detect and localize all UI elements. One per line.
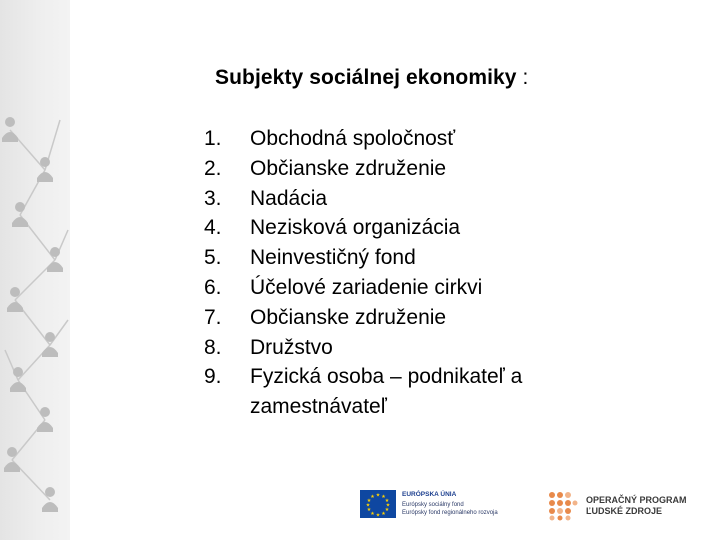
list-item-number: 1. [204, 127, 222, 150]
svg-text:★: ★ [384, 498, 390, 504]
svg-text:★: ★ [384, 507, 390, 513]
eu-name: EURÓPSKA ÚNIA [402, 491, 457, 498]
list-item-number: 3. [204, 186, 222, 210]
svg-text:★: ★ [370, 494, 375, 500]
svg-text:★: ★ [370, 511, 375, 517]
list-item [204, 213, 624, 243]
svg-text:★: ★ [366, 498, 372, 504]
people-network-graphic [0, 0, 70, 540]
svg-text:★: ★ [381, 494, 386, 500]
list-item-number: 9. [204, 365, 222, 389]
list-item [204, 333, 624, 363]
eu-logo [360, 487, 505, 521]
eu-logo-text [402, 491, 498, 517]
decorative-network-strip [0, 0, 70, 540]
slide-title-text: Subjekty sociálnej ekonomiky [215, 66, 517, 89]
list-item [204, 362, 624, 422]
eu-fund-line1: Európsky sociálny fond [402, 502, 464, 508]
list-item-text: Družstvo [250, 335, 333, 359]
list-item [204, 303, 624, 333]
svg-text:★: ★ [381, 511, 386, 517]
subjects-list [204, 124, 624, 422]
list-item-text: Obchodná spoločnosť [250, 127, 456, 150]
list-item-number: 5. [204, 246, 222, 270]
slide-title [215, 66, 528, 90]
list-item-number: 2. [204, 156, 222, 180]
list-item [204, 124, 624, 154]
list-item-text: Nadácia [250, 186, 328, 210]
list-item-number: 8. [204, 335, 222, 359]
list-item [204, 273, 624, 303]
program-logo-text [586, 495, 687, 517]
eu-fund-line2: Európsky fond regionálneho rozvoja [402, 510, 498, 516]
operational-program-logo [548, 489, 687, 523]
list-item-text: Občianske združenie [250, 305, 447, 329]
svg-text:★: ★ [385, 502, 391, 509]
program-line1: OPERAČNÝ PROGRAM [586, 495, 687, 505]
list-item-number: 4. [204, 216, 222, 240]
list-item-text: Neinvestičný fond [250, 246, 416, 270]
list-item [204, 243, 624, 273]
list-item [204, 154, 624, 184]
list-item-number: 7. [204, 305, 222, 329]
list-item-text: Fyzická osoba – podnikateľ a zamestnávateľ [250, 365, 523, 419]
svg-text:★: ★ [375, 492, 381, 499]
program-line2: ĽUDSKÉ ZDROJE [586, 506, 663, 516]
svg-text:★: ★ [366, 507, 372, 513]
list-item-text: Nezisková organizácia [250, 216, 461, 240]
slide-title-colon: : [522, 66, 529, 89]
list-item-text: Účelové zariadenie cirkvi [250, 275, 483, 299]
list-item-number: 6. [204, 275, 222, 299]
list-item-text: Občianske združenie [250, 156, 447, 180]
svg-text:★: ★ [375, 512, 381, 518]
program-dots-icon [548, 491, 578, 521]
eu-flag-icon [360, 490, 396, 518]
list-item [204, 184, 624, 214]
svg-text:★: ★ [365, 502, 371, 509]
